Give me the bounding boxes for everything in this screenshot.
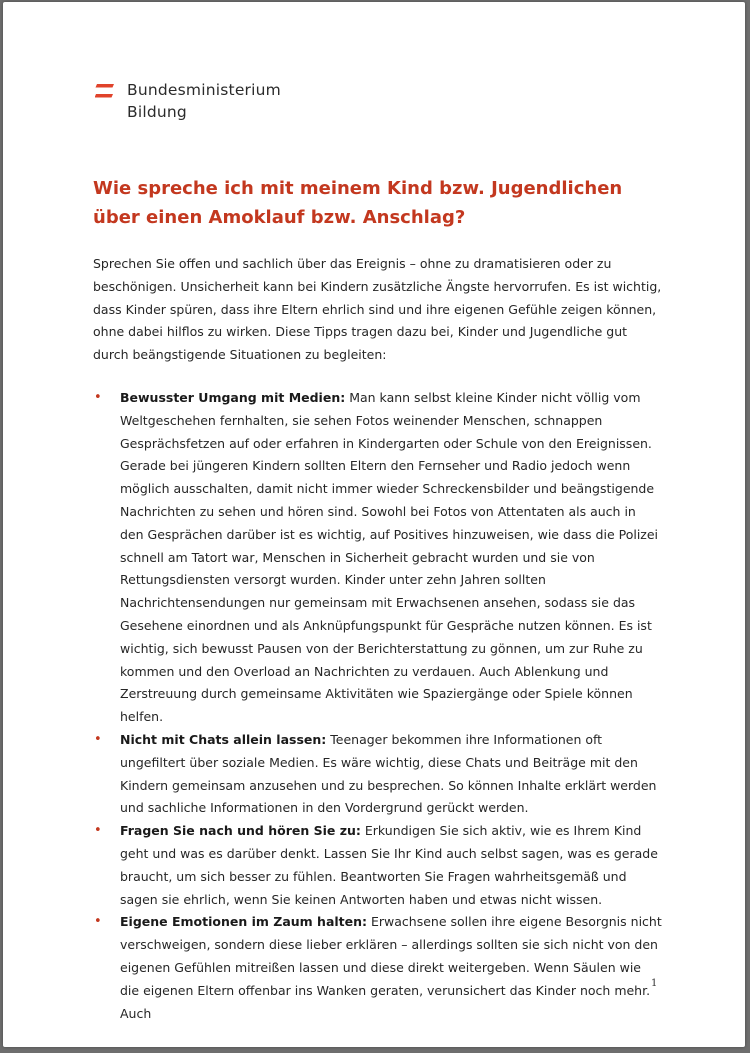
bullet-heading: Nicht mit Chats allein lassen: [120,731,327,747]
logo-text [127,79,281,123]
bullet-text: Erkundigen Sie sich aktiv, wie es Ihrem Kind geht und was es darüber denkt. Lassen Sie Ihr Kind auch selbst sagen, was es gerade braucht, um sich besser zu fühlen. Beantworten Sie Fragen wahrheitsgemäß und sagen sie ehrlich, wenn Sie keinen Antworten haben und etwas nicht wissen. [120,823,658,907]
bullet-heading: Bewusster Umgang mit Medien: [120,390,346,405]
bullet-text: Erwachsene sollen ihre eigene Besorgnis nicht verschweigen, sondern diese lieber erklären – allerdings sollten sie sich nicht von den eigenen Gefühlen mitreißen lassen und diese direkt weitergeben. Wenn Säulen wie die eigenen Eltern offenbar ins Wanken geraten, verunsichert das Kinder noch mehr. Auch [120,914,662,1021]
list-item [93,729,663,820]
list-item [93,911,663,1025]
page-number: 1 [651,978,658,989]
bullet-text: Man kann selbst kleine Kinder nicht völlig vom Weltgeschehen fernhalten, sie sehen Fotos weinender Menschen, schnappen Gesprächsfetzen auf oder erfahren in Kindergarten oder Schule von den Ereignissen. Gerade bei jüngeren Kindern sollten Eltern den Fernseher und Radio jedoch wenn möglich ausschalten, damit nicht immer wieder Schreckensbilder und beängstigende Nachrichten zu sehen und hören sind. Sowohl bei Fotos von Attentaten als auch in den Gesprächen darüber ist es wichtig, auf Positives hinzuweisen, wie dass die Polizei schnell am Tatort war, Menschen in Sicherheit gebracht wurden und sie von Rettungsdiensten versorgt wurden. Kinder unter zehn Jahren sollten Nachrichtensendungen nur gemeinsam mit Erwachsenen ansehen, sodass sie das Gesehene einordnen und als Anknüpfungspunkt für Gespräche nutzen können. Es ist wichtig, sich bewusst Pausen von der Berichterstattung zu gönnen, um zur Ruhe zu kommen und den Overload an Nachrichten zu verdauen. Auch Ablenkung und Zerstreuung durch gemeinsame Aktivitäten wie Spaziergänge oder Spiele können helfen. [120,390,659,725]
document-title: Wie spreche ich mit meinem Kind bzw. Jugendlichen über einen Amoklauf bzw. Anschlag? [93,178,623,228]
list-item [93,387,663,729]
intro-paragraph: Sprechen Sie offen und sachlich über das Ereignis – ohne zu dramatisieren oder zu beschönigen. Unsicherheit kann bei Kindern zusätzliche Ängste hervorrufen. Es ist wichtig, dass Kinder spüren, dass ihre Eltern ehrlich sind und ihre eigenen Gefühle zeigen können, ohne dabei hilflos zu wirken. Diese Tipps tragen dazu bei, Kinder und Jugendliche gut durch beängstigende Situationen zu begleiten: [93,256,662,363]
bullet-icon: • [94,823,102,839]
bullet-icon: • [94,731,102,747]
list-item [93,820,663,911]
bullet-heading: Eigene Emotionen im Zaum halten: [120,914,368,930]
bullet-icon: • [94,390,102,405]
bullet-icon: • [94,914,102,930]
bullet-heading: Fragen Sie nach und hören Sie zu: [120,823,361,839]
bullet-text: Teenager bekommen ihre Informationen oft ungefiltert über soziale Medien. Es wäre wichtig, diese Chats und Beiträge mit den Kindern gemeinsam anzusehen und zu besprechen. So können Inhalte erklärt werden und sachliche Informationen in den Vordergrund gerückt werden. [120,731,657,816]
austrian-flag-stripes-icon [95,84,115,98]
logo-line-2: Bildung [127,103,187,121]
logo-line-1: Bundesministerium [127,81,281,99]
document-page [3,2,745,1047]
tips-list [93,387,663,1025]
